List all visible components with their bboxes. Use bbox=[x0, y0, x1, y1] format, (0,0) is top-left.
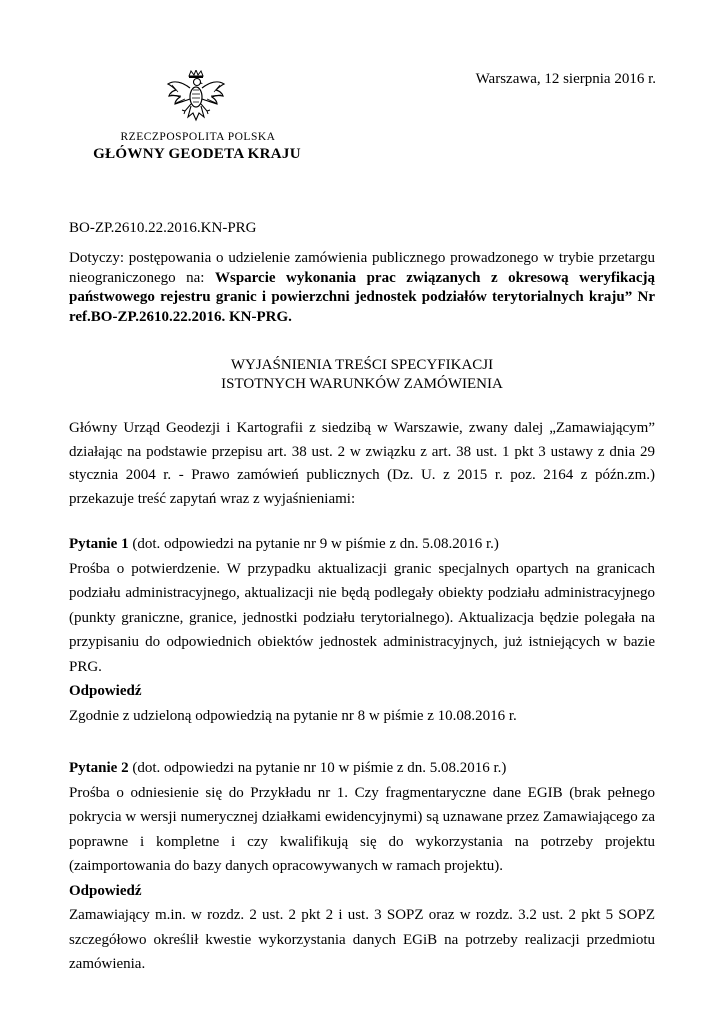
subject-title: Wsparcie wykonania prac związanych z okresową weryfikacją państwowego rejestru granic i powierzchni jednostek podziałów terytorialnych kraju” Nr ref.BO-ZP.2610.22.2016. KN-PRG. bbox=[69, 269, 655, 325]
question-text: Prośba o odniesienie się do Przykładu nr 1. Czy fragmentaryczne dane EGIB (brak pełnego pokrycia w wersji numerycznej działkami ewidencyjnymi) są uznawane przez Zamawiającego za poprawne i kompletne i czy kwalifikują się do wykorzystania na potrzeby projektu (zaimportowania do bazy danych opracowywanych w ramach projektu). bbox=[69, 784, 655, 874]
question-note: (dot. odpowiedzi na pytanie nr 9 w piśmie z dn. 5.08.2016 r.) bbox=[128, 536, 499, 552]
document-heading bbox=[69, 356, 655, 394]
question-heading bbox=[69, 756, 655, 781]
intro-paragraph: Główny Urząd Geodezji i Kartografii z siedzibą w Warszawie, zwany dalej „Zamawiającym” działając na podstawie przepisu art. 38 ust. 2 w związku z art. 38 ust. 1 pkt 3 ustawy z dnia 29 stycznia 2004 r. - Prawo zamówień publicznych (Dz. U. z 2015 r. poz. 2164 z późn.zm.) przekazuje treść zapytań wraz z wyjaśnieniami: bbox=[69, 420, 655, 507]
subject-prefix: Dotyczy: postępowania o udzielenie zamówienia publicznego prowadzonego w trybie przetargu nieograniczonego na: bbox=[69, 250, 655, 286]
heading-line-2: ISTOTNYCH WARUNKÓW ZAMÓWIENIA bbox=[221, 376, 503, 392]
document-date: Warszawa, 12 sierpnia 2016 r. bbox=[475, 71, 656, 87]
answer-label: Odpowiedź bbox=[69, 882, 142, 899]
reference-number: BO-ZP.2610.22.2016.KN-PRG bbox=[69, 220, 257, 236]
question-label: Pytanie 2 bbox=[69, 760, 129, 776]
question-heading bbox=[69, 532, 655, 557]
question-text: Prośba o potwierdzenie. W przypadku aktualizacji granic specjalnych opartych na granicach podziału administracyjnego, aktualizacji nie będą podlegały obiekty podziału administracyjnego (punkty graniczne, granice, jednostki podziału terytorialnego). Aktualizacja będzie polegała na przypisaniu do odpowiednich obiektów jednostek administracyjnych, już istniejących w bazie PRG. bbox=[69, 560, 655, 675]
question-block-1 bbox=[69, 532, 655, 728]
heading-line-1: WYJAŚNIENIA TREŚCI SPECYFIKACJI bbox=[230, 357, 494, 373]
office-name: GŁÓWNY GEODETA KRAJU bbox=[93, 146, 301, 162]
answer-text: Zamawiający m.in. w rozdz. 2 ust. 2 pkt 2 i ust. 3 SOPZ oraz w rozdz. 3.2 ust. 2 pkt 5 SOPZ szczegółowo określił kwestie wykorzystania danych EGiB na potrzeby realizacji przedmiotu zamówienia. bbox=[69, 907, 655, 972]
question-note: (dot. odpowiedzi na pytanie nr 10 w piśmie z dn. 5.08.2016 r.) bbox=[128, 760, 507, 776]
answer-label: Odpowiedź bbox=[69, 683, 142, 699]
question-block-2 bbox=[69, 756, 655, 977]
country-name: RZECZPOSPOLITA POLSKA bbox=[120, 131, 276, 143]
polish-eagle-emblem-icon bbox=[166, 70, 226, 126]
document-body bbox=[69, 218, 655, 977]
answer-text: Zgodnie z udzieloną odpowiedzią na pytanie nr 8 w piśmie z 10.08.2016 r. bbox=[69, 707, 517, 724]
question-label: Pytanie 1 bbox=[69, 536, 129, 552]
subject-paragraph bbox=[69, 249, 655, 327]
